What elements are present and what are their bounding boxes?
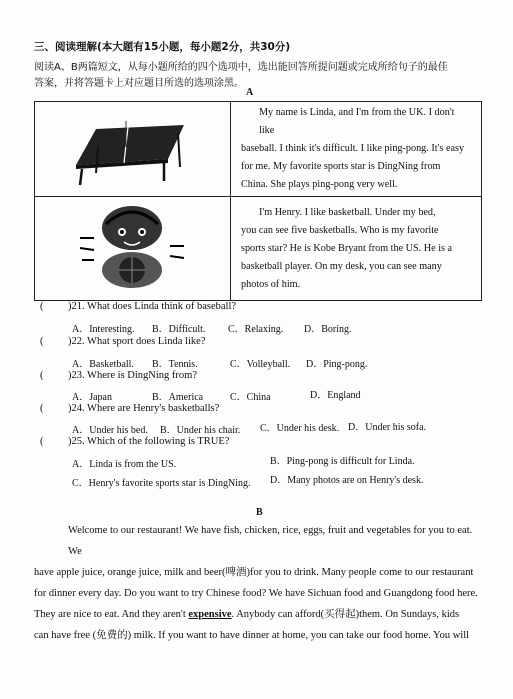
picture-cell xyxy=(35,102,231,197)
text-line: basketball player. On my desk, you can see many xyxy=(241,260,442,272)
option-d: D．England xyxy=(310,390,361,401)
option-d: D．Ping-pong. xyxy=(306,359,368,370)
option-c: C．Volleyball. xyxy=(230,359,291,370)
text-line: Welcome to our restaurant! We have fish, chicken, rice, eggs, fruit and vegetables for you to eat. We xyxy=(68,525,473,557)
passage-a-text-henry xyxy=(231,197,482,301)
option-c: C．Henry's favorite sports star is DingNing. xyxy=(72,478,251,489)
option-a: A．Japan xyxy=(72,392,112,403)
text-line: China. She plays ping-pong very well. xyxy=(241,179,398,190)
option-a: A．Linda is from the US. xyxy=(72,459,177,470)
text-line: I'm Henry. I like basketball. Under my bed, xyxy=(259,206,436,218)
underlined-word: expensive xyxy=(188,609,232,620)
passage-a-text-linda xyxy=(231,102,482,197)
text-line: have apple juice, orange juice, milk and beer(啤酒)for you to drink. Many people come to our restaurant xyxy=(34,567,474,578)
text-segment: . Anybody can afford(买得起)them. On Sundays, kids xyxy=(231,609,460,620)
answer-paren[interactable]: ( xyxy=(40,403,44,414)
picture-cell xyxy=(35,197,231,301)
instructions-line-2: 答案，并将答题卡上对应题目所选的选项涂黑。 xyxy=(34,78,244,89)
option-d: D．Many photos are on Henry's desk. xyxy=(270,475,424,486)
text-line: for me. My favorite sports star is DingNing from xyxy=(241,161,441,172)
ping-pong-table-icon xyxy=(36,107,229,187)
passage-a-table xyxy=(34,101,482,301)
answer-paren[interactable]: ( xyxy=(40,336,44,347)
option-b: B．Under his chair. xyxy=(160,425,241,436)
question-stem: )21. What does Linda think of baseball? xyxy=(68,301,237,312)
passage-b-label: B xyxy=(256,507,263,518)
question-stem: )22. What sport does Linda like? xyxy=(68,336,206,347)
question-stem: )23. Where is DingNing from? xyxy=(68,370,197,381)
text-line: can have free (免费的) milk. If you want to have dinner at home, you can take our food home. You will xyxy=(34,630,470,641)
passage-a-row-linda xyxy=(35,102,482,197)
instructions-line-1: 阅读A、B两篇短文，从每小题所给的四个选项中，选出能回答所提问题或完成所给句子的最佳 xyxy=(34,62,448,73)
text-line: for dinner every day. Do you want to try Chinese food? We have Sichuan food and Guangdong food here. xyxy=(34,588,478,599)
answer-paren[interactable]: ( xyxy=(40,370,44,381)
option-b: B．Tennis. xyxy=(152,359,198,370)
passage-a-label: A xyxy=(246,87,254,98)
option-c: C．Relaxing. xyxy=(228,324,284,335)
option-b: B．America xyxy=(152,392,204,403)
answer-paren[interactable]: ( xyxy=(40,436,44,447)
question-stem: )24. Where are Henry's basketballs? xyxy=(68,403,220,414)
option-a: A．Interesting. xyxy=(72,324,135,335)
text-line: photos of him. xyxy=(241,278,301,290)
option-d: D．Boring. xyxy=(304,324,352,335)
option-d: D．Under his sofa. xyxy=(348,422,427,433)
answer-paren[interactable]: ( xyxy=(40,301,44,312)
text-segment: They are nice to eat. And they aren't xyxy=(34,609,189,620)
passage-b-text xyxy=(34,520,480,646)
question-stem: )25. Which of the following is TRUE? xyxy=(68,436,230,447)
text-line: baseball. I think it's difficult. I like ping-pong. It's easy xyxy=(241,143,465,154)
option-a: A．Under his bed. xyxy=(72,425,148,436)
text-line: My name is Linda, and I'm from the UK. I don't like xyxy=(259,107,455,136)
text-line: sports star? He is Kobe Bryant from the US. He is a xyxy=(241,242,453,254)
option-b: B．Difficult. xyxy=(152,324,206,335)
passage-a-row-henry xyxy=(35,197,482,301)
option-c: C．China xyxy=(230,392,271,403)
option-a: A．Basketball. xyxy=(72,359,134,370)
option-c: C．Under his desk. xyxy=(260,423,340,434)
text-line: you can see five basketballs. Who is my favorite xyxy=(241,224,439,236)
option-b: B．Ping-pong is difficult for Linda. xyxy=(270,456,415,467)
text-line xyxy=(34,604,480,625)
basketball-boy-icon xyxy=(36,198,229,294)
section-title: 三、阅读理解(本大题有15小题，每小题2分，共30分) xyxy=(34,41,291,53)
